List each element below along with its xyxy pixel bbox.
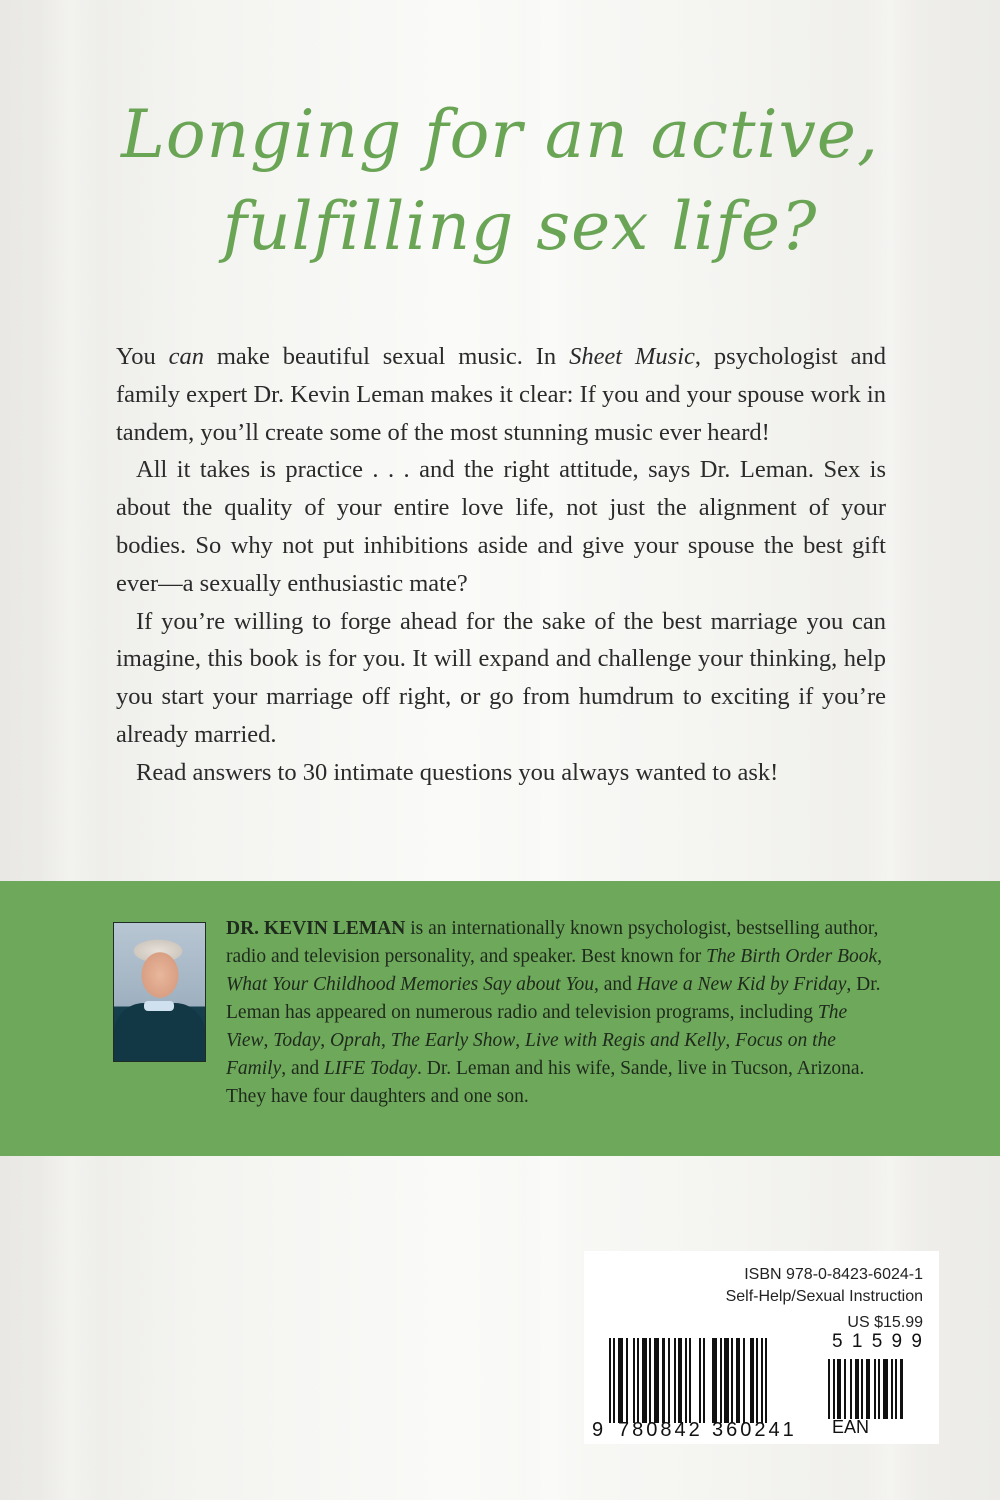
text-segment: , bbox=[320, 1030, 331, 1051]
text-segment: , bbox=[380, 1030, 391, 1051]
text-segment: , and bbox=[594, 974, 637, 995]
text-segment: , psychologist and family expert Dr. Kevin Leman makes it clear: If you and your spouse work in tandem, you’ll create some of the most stunning music ever heard! bbox=[116, 343, 886, 446]
price-barcode-icon bbox=[828, 1359, 926, 1419]
show-title: Oprah bbox=[330, 1030, 381, 1051]
text-segment: . Dr. Leman and his wife, Sande, live in Tucson, Arizona. They have four daughters and one son. bbox=[226, 1058, 865, 1107]
description-paragraph-2: All it takes is practice . . . and the right attitude, says Dr. Leman. Sex is about the quality of your entire love life, not just the alignment of your bodies. So why not put inhibitions aside and give your spouse the best gift ever—a sexually enthusiastic mate? bbox=[116, 456, 886, 597]
text-segment: , bbox=[725, 1030, 736, 1051]
description bbox=[116, 338, 886, 792]
show-title: LIFE Today bbox=[324, 1058, 418, 1079]
text-segment: , and bbox=[281, 1058, 325, 1079]
headline-line-1: Longing for an active, bbox=[121, 96, 879, 173]
price: US $15.99 bbox=[847, 1314, 923, 1331]
text-emphasis: can bbox=[168, 343, 204, 370]
author-bio bbox=[226, 915, 886, 1111]
description-paragraph-4: Read answers to 30 intimate questions you always wanted to ask! bbox=[136, 758, 779, 786]
book-title: What Your Childhood Memories Say about You bbox=[226, 974, 595, 995]
author-name: DR. KEVIN LEMAN bbox=[226, 918, 406, 939]
show-title: Live with Regis and Kelly bbox=[525, 1030, 726, 1051]
text-segment: make beautiful sexual music. In bbox=[204, 343, 570, 370]
isbn: ISBN 978-0-8423-6024-1 bbox=[744, 1266, 923, 1283]
book-title: Have a New Kid by Friday bbox=[636, 974, 847, 995]
show-title: The Early Show bbox=[390, 1030, 516, 1051]
barcode-label bbox=[584, 1251, 939, 1444]
text-segment: , bbox=[877, 946, 883, 967]
text-segment: is an internationally known psychologist, bestselling author, radio and television personality, and speaker. Best known for bbox=[226, 918, 879, 967]
book-title: Sheet Music bbox=[569, 343, 695, 370]
description-paragraph-1 bbox=[116, 338, 886, 451]
text-segment: You bbox=[116, 343, 169, 370]
book-title: The Birth Order Book bbox=[706, 946, 878, 967]
barcode-first-digit: 9 bbox=[592, 1419, 607, 1441]
photo-collar bbox=[144, 1001, 174, 1011]
text-segment: , Dr. Leman has appeared on numerous radio and television programs, including bbox=[226, 974, 881, 1023]
ean-label: EAN bbox=[832, 1417, 870, 1437]
text-segment: , bbox=[263, 1030, 274, 1051]
show-title: Focus on the Family bbox=[226, 1030, 836, 1079]
main-barcode-icon bbox=[609, 1338, 814, 1423]
show-title: The View bbox=[226, 1002, 848, 1051]
show-title: Today bbox=[273, 1030, 321, 1051]
price-code-digits: 5 1 5 9 9 bbox=[832, 1331, 924, 1352]
category: Self-Help/Sexual Instruction bbox=[725, 1288, 923, 1305]
text-segment: , bbox=[515, 1030, 526, 1051]
headline-line-2: fulfilling sex life? bbox=[222, 188, 818, 265]
description-paragraph-3: If you’re willing to forge ahead for the sake of the best marriage you can imagine, this book is for you. It will expand and challenge your thinking, help you start your marriage off right, or go from humdrum to exciting if you’re already married. bbox=[116, 607, 886, 748]
author-photo bbox=[113, 922, 206, 1062]
barcode-digits-group-1: 780842 bbox=[618, 1419, 703, 1441]
photo-sweater bbox=[114, 1003, 205, 1061]
barcode-digits-group-2: 360241 bbox=[712, 1419, 797, 1441]
